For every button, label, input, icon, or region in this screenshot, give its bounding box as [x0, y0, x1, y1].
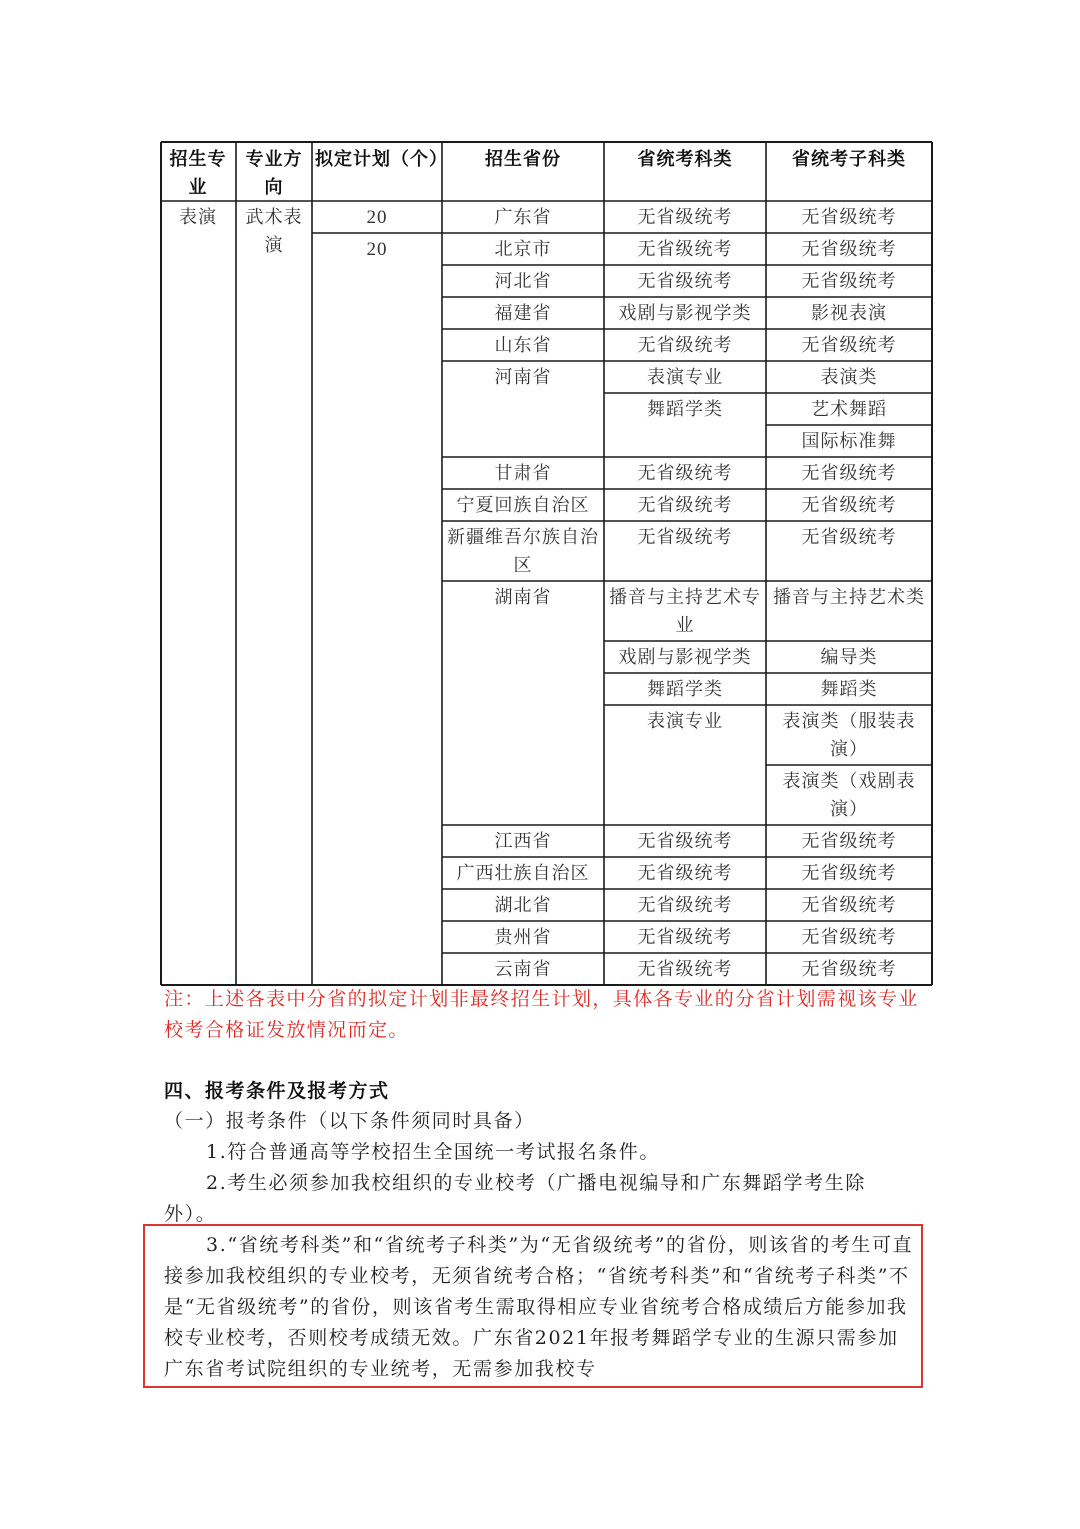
province-cell: 广西壮族自治区: [456, 863, 590, 884]
plan-cell: 20: [366, 207, 388, 228]
subject-sub-cell: 播音与主持艺术类: [773, 587, 925, 608]
subject-category-cell: 播音与主持艺术专业: [609, 587, 761, 636]
province-cell: 湖北省: [494, 895, 552, 916]
subject-category-cell: 无省级统考: [637, 271, 733, 292]
subject-category-cell: 无省级统考: [637, 463, 733, 484]
subject-sub-cell: 无省级统考: [801, 239, 897, 260]
subject-category-cell: 无省级统考: [637, 335, 733, 356]
major-cell: 表演: [179, 207, 217, 228]
subject-category-cell: 无省级统考: [637, 831, 733, 852]
province-cell: 宁夏回族自治区: [456, 495, 590, 516]
table-header-3: 招生省份: [485, 149, 561, 170]
subject-sub-cell: 无省级统考: [801, 271, 897, 292]
table-header-4: 省统考科类: [637, 149, 733, 170]
table-header-0: 招生专业: [169, 149, 227, 198]
subject-sub-cell: 表演类（服装表演）: [782, 711, 916, 760]
subject-sub-cell: 无省级统考: [801, 927, 897, 948]
subject-sub-cell: 无省级统考: [801, 831, 897, 852]
province-cell: 广东省: [494, 207, 552, 228]
subject-category-cell: 无省级统考: [637, 863, 733, 884]
subject-sub-cell: 无省级统考: [801, 463, 897, 484]
subject-sub-cell: 无省级统考: [801, 959, 897, 980]
subject-category-cell: 戏剧与影视学类: [618, 303, 752, 324]
subject-category-cell: 舞蹈学类: [647, 399, 723, 420]
province-cell: 河南省: [494, 367, 552, 388]
subject-sub-cell: 舞蹈类: [820, 679, 878, 700]
subject-sub-cell: 编导类: [820, 647, 878, 668]
subject-category-cell: 表演专业: [647, 367, 723, 388]
province-cell: 福建省: [494, 303, 552, 324]
table-note: 注：上述各表中分省的拟定计划非最终招生计划，具体各专业的分省计划需视该专业校考合格证发放情况而定。: [164, 988, 919, 1041]
table-header-1: 专业方向: [245, 149, 303, 198]
province-cell: 山东省: [494, 335, 552, 356]
subject-category-cell: 无省级统考: [637, 959, 733, 980]
province-cell: 北京市: [494, 239, 552, 260]
province-cell: 河北省: [494, 271, 552, 292]
subject-category-cell: 表演专业: [647, 711, 723, 732]
subject-sub-cell: 无省级统考: [801, 527, 897, 548]
subject-sub-cell: 无省级统考: [801, 207, 897, 228]
subject-category-cell: 舞蹈学类: [647, 679, 723, 700]
condition-item-1: 1.符合普通高等学校招生全国统一考试报名条件。: [206, 1141, 660, 1163]
subject-sub-cell: 艺术舞蹈: [811, 399, 887, 420]
province-cell: 贵州省: [494, 927, 552, 948]
enrollment-table: [160, 141, 934, 978]
subject-category-cell: 无省级统考: [637, 527, 733, 548]
condition-item-2: 2.考生必须参加我校组织的专业校考（广播电视编导和广东舞蹈学考生除外）。: [164, 1172, 866, 1225]
subject-category-cell: 无省级统考: [637, 207, 733, 228]
subject-category-cell: 无省级统考: [637, 895, 733, 916]
subject-sub-cell: 表演类: [820, 367, 878, 388]
conditions-subtitle: （一）报考条件（以下条件须同时具备）: [164, 1110, 535, 1132]
province-cell: 江西省: [494, 831, 552, 852]
subject-sub-cell: 无省级统考: [801, 895, 897, 916]
subject-sub-cell: 国际标准舞: [801, 431, 897, 452]
province-cell: 新疆维吾尔族自治区: [447, 527, 599, 576]
subject-sub-cell: 无省级统考: [801, 863, 897, 884]
subject-sub-cell: 无省级统考: [801, 335, 897, 356]
subject-category-cell: 戏剧与影视学类: [618, 647, 752, 668]
condition-item-3: 3.“省统考科类”和“省统考子科类”为“无省级统考”的省份，则该省的考生可直接参加我校组织的专业校考，无须省统考合格；“省统考科类”和“省统考子科类”不是“无省级统考”的省份，则该省考生需取得相应专业省统考合格成绩后方能参加我校专业校考，否则校考成绩无效。广东省2021年报考舞蹈学专业的生源只需参加广东省考试院组织的专业统考，无需参加我校专: [164, 1234, 914, 1380]
direction-cell: 武术表演: [245, 207, 303, 256]
table-header-2: 拟定计划（个）: [315, 149, 448, 170]
subject-category-cell: 无省级统考: [637, 495, 733, 516]
section-title: 四、报考条件及报考方式: [164, 1080, 390, 1102]
plan-cell: 20: [366, 239, 388, 260]
subject-sub-cell: 无省级统考: [801, 495, 897, 516]
subject-category-cell: 无省级统考: [637, 239, 733, 260]
subject-sub-cell: 影视表演: [811, 303, 887, 324]
subject-sub-cell: 表演类（戏剧表演）: [782, 771, 916, 820]
subject-category-cell: 无省级统考: [637, 927, 733, 948]
province-cell: 甘肃省: [494, 463, 552, 484]
province-cell: 湖南省: [494, 587, 552, 608]
table-header-5: 省统考子科类: [792, 149, 906, 170]
province-cell: 云南省: [494, 959, 552, 980]
